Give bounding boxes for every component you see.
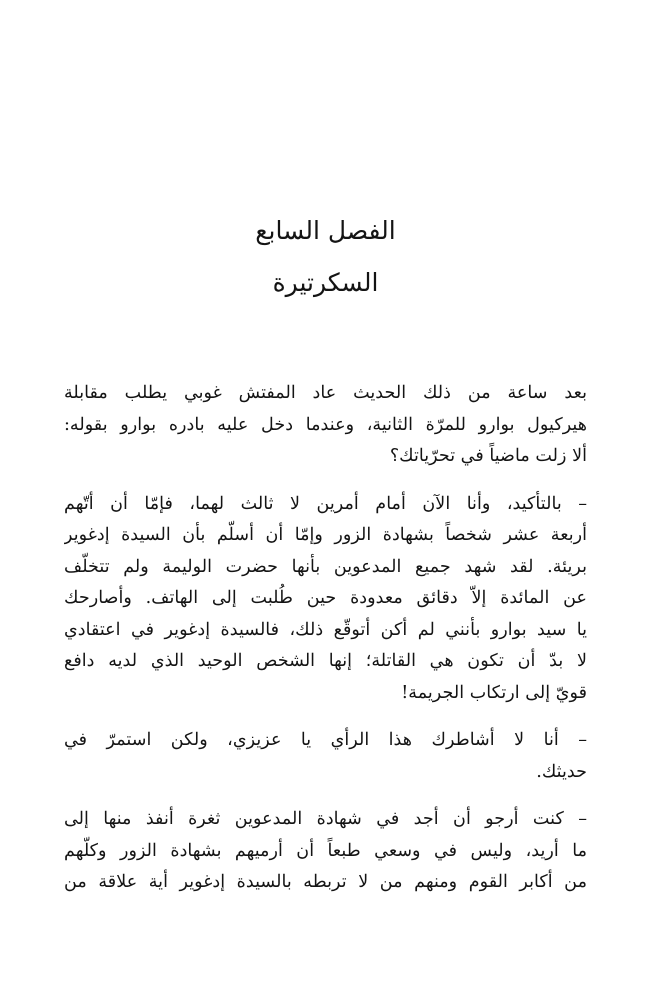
chapter-heading	[0, 205, 651, 309]
paragraph-4	[64, 804, 587, 899]
text-line: أربعة عشر شخصاً بشهادة الزور وإمّا أن أسلّم بأن السيدة إدغوير	[64, 525, 587, 545]
text-line: قويّ إلى ارتكاب الجريمة!	[401, 682, 587, 703]
text-line: لا بدّ أن تكون هي القاتلة؛ إنها الشخص الوحيد الذي لديه دافع	[64, 651, 587, 671]
text-line: حديثك.	[536, 761, 587, 782]
chapter-number: الفصل السابع	[255, 216, 396, 245]
text-line: ما أريد، وليس في وسعي طبعاً أن أرميهم بشهادة الزور وكلّهم	[64, 840, 587, 861]
text-line: – بالتأكيد، وأنا الآن أمام أمرين لا ثالث لهما، فإمّا أن أتّهم	[64, 493, 587, 514]
paragraph-2	[64, 489, 587, 710]
chapter-title: السكرتيرة	[272, 268, 379, 297]
text-line: هيركيول بوارو للمرّة الثانية، وعندما دخل عليه بادره بوارو بقوله:	[64, 414, 587, 435]
text-line: – أنا لا أشاطرك هذا الرأي يا عزيزي، ولكن استمرّ في	[64, 730, 587, 750]
text-line: عن المائدة إلاّ دقائق معدودة حين طُلبت إلى الهاتف. وأصارحك	[64, 588, 587, 608]
paragraph-3	[64, 725, 587, 788]
chapter-body	[64, 378, 587, 915]
paragraph-1	[64, 378, 587, 473]
text-line: ألا زلت ماضياً في تحرّياتك؟	[389, 446, 587, 466]
text-line: بعد ساعة من ذلك الحديث عاد المفتش غوبي يطلب مقابلة	[64, 383, 587, 403]
text-line: بريئة. لقد شهد جميع المدعوين بأنها حضرت الوليمة ولم تتخلّف	[64, 556, 587, 577]
text-line: من أكابر القوم ومنهم من لا تربطه بالسيدة إدغوير أية علاقة من	[64, 872, 587, 892]
text-line: – كنت أرجو أن أجد في شهادة المدعوين ثغرة أنفذ منها إلى	[64, 809, 587, 829]
text-line: يا سيد بوارو بأنني لم أكن أتوقّع ذلك، فالسيدة إدغوير في اعتقادي	[64, 619, 587, 640]
